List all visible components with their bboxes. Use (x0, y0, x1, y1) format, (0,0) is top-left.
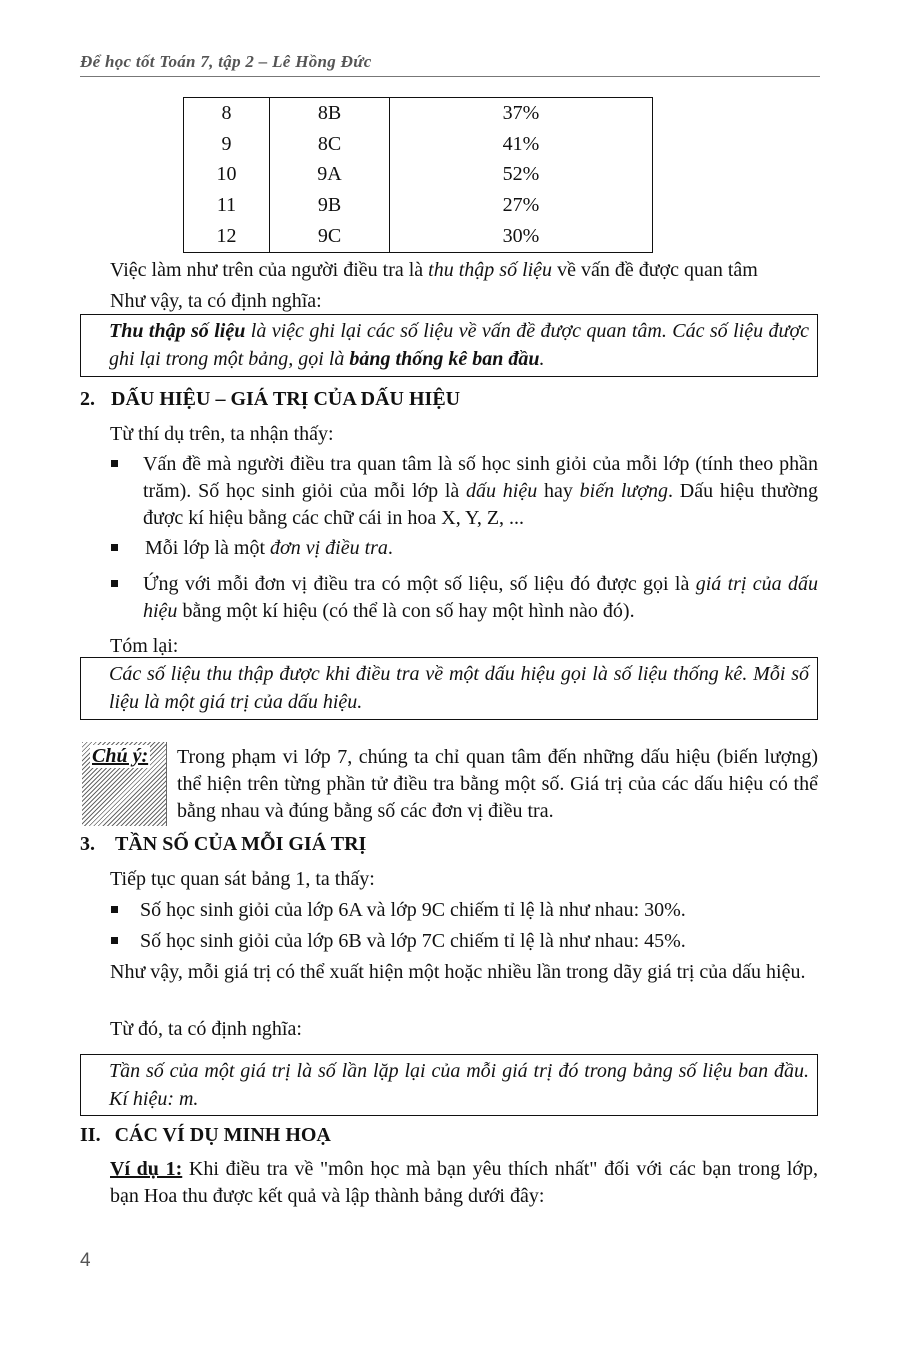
running-header: Để học tốt Toán 7, tập 2 – Lê Hồng Đức (80, 52, 820, 77)
paragraph-definition-intro: Như vậy, ta có định nghĩa: (110, 290, 322, 312)
table-cell: 9 (184, 129, 270, 160)
paragraph-values-repeat: Như vậy, mỗi giá trị có thể xuất hiện một hoặc nhiều lần trong dãy giá trị của dấu hiệu. (110, 961, 806, 983)
table-cell: 30% (390, 221, 653, 252)
table-row (184, 190, 653, 221)
paragraph-collection: Việc làm như trên của người điều tra là thu thập số liệu về vấn đề được quan tâm (110, 259, 758, 281)
table-cell: 41% (390, 129, 653, 160)
page-number: 4 (80, 1250, 91, 1271)
table-cell: 9C (270, 221, 390, 252)
table-cell: 8 (184, 98, 270, 129)
definition-box-frequency: Tần số của một giá trị là số lần lặp lại của mỗi giá trị đó trong bảng số liệu ban đầu. Kí hiệu: m. (80, 1054, 818, 1116)
table-cell: 9A (270, 160, 390, 191)
bullet-marker (111, 460, 118, 467)
section-2-intro: Từ thí dụ trên, ta nhận thấy: (110, 423, 334, 445)
table-cell: 9B (270, 190, 390, 221)
section-2-heading: 2. DẤU HIỆU – GIÁ TRỊ CỦA DẤU HIỆU (80, 388, 461, 410)
bullet-marker (111, 580, 118, 587)
table-cell: 11 (184, 190, 270, 221)
bullet-dau-hieu: Vấn đề mà người điều tra quan tâm là số học sinh giỏi của mỗi lớp (tính theo phần trăm). Số học sinh giỏi của mỗi lớp là dấu hiệu hay biến lượng. Dấu hiệu thường được kí hiệu bằng các chữ cái in hoa X, Y, Z, ... (143, 453, 819, 529)
section-3-intro: Tiếp tục quan sát bảng 1, ta thấy: (110, 868, 375, 890)
table-cell: 27% (390, 190, 653, 221)
bullet-gia-tri-dau-hieu: Ứng với mỗi đơn vị điều tra có một số liệu, số liệu đó được gọi là giá trị của dấu hiệu bằng một kí hiệu (có thể là con số hay một hình nào đó). (143, 573, 818, 622)
bullet-6b-7c: Số học sinh giỏi của lớp 6B và lớp 7C chiếm tỉ lệ là như nhau: 45%. (140, 930, 686, 952)
bullet-marker (111, 544, 118, 551)
table-cell: 37% (390, 98, 653, 129)
table-row (184, 129, 653, 160)
data-table (183, 97, 653, 253)
bullet-don-vi-dieu-tra: Mỗi lớp là một đơn vị điều tra. (145, 537, 393, 559)
bullet-marker (111, 937, 118, 944)
example-1-label: Ví dụ 1: (110, 1158, 183, 1180)
note-label: Chú ý: (92, 745, 149, 767)
table-row (184, 160, 653, 191)
bullet-6a-9c: Số học sinh giỏi của lớp 6A và lớp 9C chiếm tỉ lệ là như nhau: 30%. (140, 899, 686, 921)
section-II-heading: II. CÁC VÍ DỤ MINH HOẠ (80, 1124, 331, 1146)
table-cell: 10 (184, 160, 270, 191)
table-cell: 8B (270, 98, 390, 129)
definition-box-data-collection: Thu thập số liệu là việc ghi lại các số liệu về vấn đề được quan tâm. Các số liệu được ghi lại trong một bảng, gọi là bảng thống kê ban đầu. (80, 314, 818, 377)
example-1-paragraph: Ví dụ 1: Khi điều tra về "môn học mà bạn yêu thích nhất" đối với các bạn trong lớp, bạn Hoa thu được kết quả và lập thành bảng dưới đây: (110, 1158, 818, 1207)
table-row (184, 221, 653, 252)
table-cell: 52% (390, 160, 653, 191)
bullet-marker (111, 906, 118, 913)
paragraph-definition-intro-2: Từ đó, ta có định nghĩa: (110, 1018, 302, 1040)
section-3-heading: 3. TẦN SỐ CỦA MỖI GIÁ TRỊ (80, 833, 367, 855)
note-text: Trong phạm vi lớp 7, chúng ta chỉ quan tâm đến những dấu hiệu (biến lượng) thể hiện trên từng phần tử điều tra bằng một số. Giá trị của các dấu hiệu có thể bằng nhau và đúng bằng số các đơn vị điều tra. (177, 746, 818, 822)
table-cell: 12 (184, 221, 270, 252)
definition-box-statistics: Các số liệu thu thập được khi điều tra về một dấu hiệu gọi là số liệu thống kê. Mỗi số liệu là một giá trị của dấu hiệu. (80, 657, 818, 720)
table-cell: 8C (270, 129, 390, 160)
summary-label: Tóm lại: (110, 635, 179, 657)
table-row (184, 98, 653, 129)
